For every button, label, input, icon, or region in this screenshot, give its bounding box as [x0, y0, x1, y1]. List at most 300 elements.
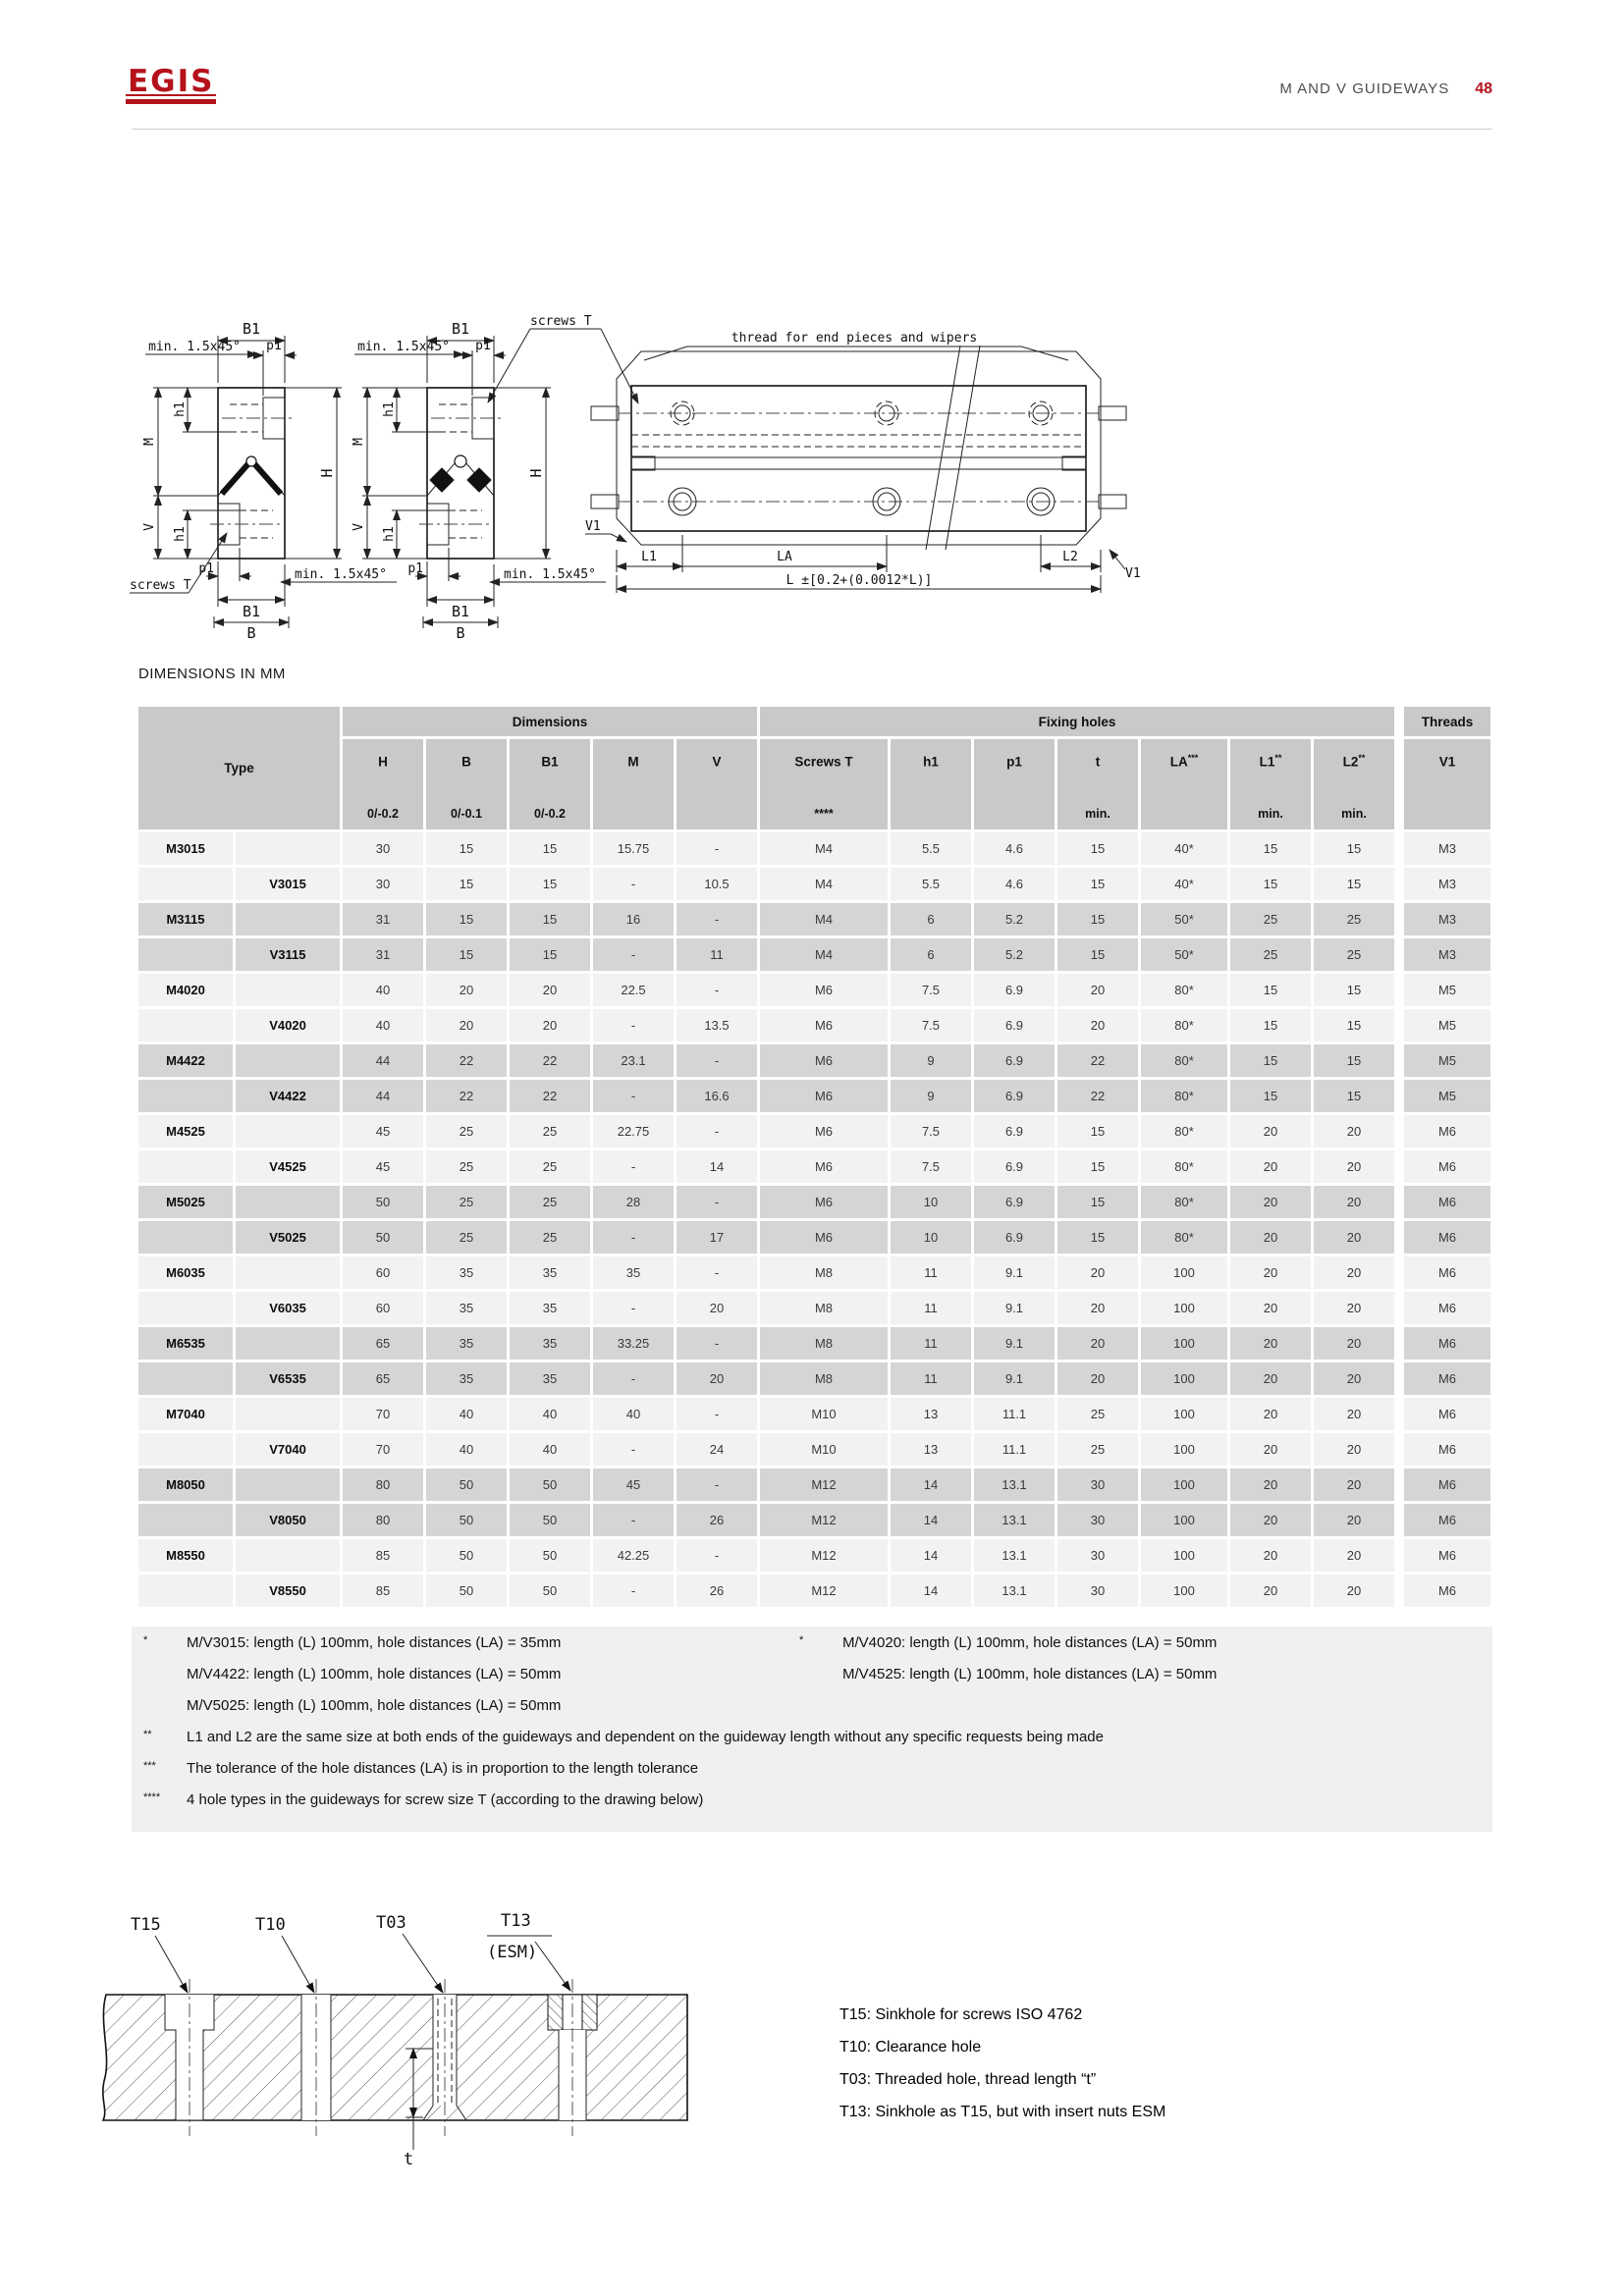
- value-cell: M12: [760, 1539, 888, 1572]
- type-cell-v: V6535: [236, 1362, 340, 1395]
- value-cell: 13.1: [974, 1575, 1055, 1607]
- value-cell: 20: [1057, 1009, 1138, 1041]
- value-cell: M3: [1404, 868, 1490, 900]
- value-cell: -: [677, 1398, 757, 1430]
- value-cell: 20: [1314, 1468, 1394, 1501]
- value-cell: M3: [1404, 938, 1490, 971]
- value-cell: 100: [1141, 1327, 1227, 1360]
- type-cell-m: M5025: [138, 1186, 233, 1218]
- value-cell: M6: [760, 1186, 888, 1218]
- value-cell: -: [593, 1504, 674, 1536]
- value-cell: 4.6: [974, 832, 1055, 865]
- value-cell: M10: [760, 1433, 888, 1466]
- value-cell: 20: [677, 1362, 757, 1395]
- value-cell: 45: [593, 1468, 674, 1501]
- value-cell: M6: [1404, 1575, 1490, 1607]
- egis-logo-bar: [126, 99, 216, 104]
- dim-label-t: t: [403, 2150, 414, 2169]
- value-cell: 13.1: [974, 1539, 1055, 1572]
- value-cell: 11: [891, 1292, 971, 1324]
- type-cell-m: M3115: [138, 903, 233, 935]
- value-cell: 9.1: [974, 1327, 1055, 1360]
- page-header: [128, 61, 1492, 120]
- value-cell: 20: [677, 1292, 757, 1324]
- value-cell: 35: [426, 1327, 507, 1360]
- value-cell: 10: [891, 1186, 971, 1218]
- value-cell: M6: [1404, 1186, 1490, 1218]
- dim-label-h: H: [318, 468, 336, 478]
- value-cell: -: [677, 1539, 757, 1572]
- v-profile-section: [352, 314, 638, 642]
- value-cell: M12: [760, 1504, 888, 1536]
- value-cell: 6: [891, 938, 971, 971]
- type-cell-v: [236, 832, 340, 865]
- guideway-plan-view: [591, 331, 1141, 593]
- hole-label-t13: T13: [501, 1911, 531, 1931]
- value-cell: -: [593, 1575, 674, 1607]
- type-cell-v: [236, 1468, 340, 1501]
- value-cell: 20: [1230, 1433, 1311, 1466]
- value-cell: M3: [1404, 903, 1490, 935]
- value-cell: 15: [1314, 1009, 1394, 1041]
- value-cell: 85: [343, 1575, 423, 1607]
- value-cell: M6: [1404, 1256, 1490, 1289]
- value-cell: 25: [1314, 903, 1394, 935]
- value-cell: 6.9: [974, 1009, 1055, 1041]
- value-cell: 11: [891, 1362, 971, 1395]
- value-cell: 20: [1230, 1327, 1311, 1360]
- value-cell: 15: [510, 903, 590, 935]
- value-cell: 10.5: [677, 868, 757, 900]
- dim-label-b1: B1: [451, 603, 470, 620]
- value-cell: 30: [343, 832, 423, 865]
- value-cell: 31: [343, 903, 423, 935]
- value-cell: -: [593, 1433, 674, 1466]
- v1-label: V1: [585, 519, 601, 534]
- type-cell-v: [236, 974, 340, 1006]
- dim-label-h1: h1: [173, 526, 188, 542]
- type-cell-v: V6035: [236, 1292, 340, 1324]
- value-cell: M6: [1404, 1433, 1490, 1466]
- hole-label-esm: (ESM): [487, 1943, 538, 1962]
- column-header-t: t min.: [1057, 739, 1138, 829]
- value-cell: 35: [510, 1256, 590, 1289]
- value-cell: 11: [677, 938, 757, 971]
- dim-label-h1: h1: [382, 526, 397, 542]
- value-cell: 20: [1230, 1221, 1311, 1254]
- value-cell: 6.9: [974, 1221, 1055, 1254]
- value-cell: M6: [760, 1221, 888, 1254]
- value-cell: 20: [1230, 1115, 1311, 1148]
- type-cell-v: V8550: [236, 1575, 340, 1607]
- dim-label-v: V: [142, 523, 157, 531]
- value-cell: M8: [760, 1327, 888, 1360]
- dimensions-table: [138, 707, 1490, 1607]
- value-cell: M12: [760, 1468, 888, 1501]
- type-cell-v: V4525: [236, 1150, 340, 1183]
- value-cell: M6: [1404, 1327, 1490, 1360]
- value-cell: M4: [760, 903, 888, 935]
- value-cell: 23.1: [593, 1044, 674, 1077]
- value-cell: 13: [891, 1433, 971, 1466]
- value-cell: 9.1: [974, 1292, 1055, 1324]
- type-cell-m: M6035: [138, 1256, 233, 1289]
- value-cell: 20: [1230, 1150, 1311, 1183]
- value-cell: 24: [677, 1433, 757, 1466]
- value-cell: M8: [760, 1256, 888, 1289]
- type-cell-v: [236, 1398, 340, 1430]
- value-cell: 6.9: [974, 1186, 1055, 1218]
- value-cell: 30: [343, 868, 423, 900]
- value-cell: M6: [760, 1080, 888, 1112]
- value-cell: M6: [760, 1150, 888, 1183]
- section-title: DIMENSIONS IN MM: [138, 666, 286, 682]
- value-cell: 20: [1314, 1115, 1394, 1148]
- value-cell: -: [677, 974, 757, 1006]
- type-cell-v: [236, 903, 340, 935]
- type-cell-v: [236, 1044, 340, 1077]
- type-cell-v: [236, 1186, 340, 1218]
- value-cell: M5: [1404, 974, 1490, 1006]
- column-header-m: M: [593, 739, 674, 829]
- value-cell: 14: [891, 1468, 971, 1501]
- column-header-la: LA***: [1141, 739, 1227, 829]
- dim-label-h: H: [527, 468, 545, 478]
- value-cell: 65: [343, 1362, 423, 1395]
- value-cell: 20: [1314, 1362, 1394, 1395]
- hole-type-description: T10: Clearance hole: [839, 2039, 982, 2056]
- value-cell: 15: [1314, 974, 1394, 1006]
- dim-label-la: LA: [777, 550, 792, 564]
- type-cell-v: V3015: [236, 868, 340, 900]
- footnote-line: **** 4 hole types in the guideways for screw size T (according to the drawing below): [143, 1791, 704, 1808]
- value-cell: 80: [343, 1468, 423, 1501]
- value-cell: 50: [426, 1504, 507, 1536]
- hole-type-descriptions: [839, 1999, 1165, 2128]
- value-cell: 35: [426, 1292, 507, 1324]
- value-cell: 42.25: [593, 1539, 674, 1572]
- value-cell: 14: [891, 1504, 971, 1536]
- column-header-l2: L2** min.: [1314, 739, 1394, 829]
- page-title: M AND V GUIDEWAYS: [1279, 80, 1450, 97]
- value-cell: 40: [426, 1433, 507, 1466]
- dim-label-l2: L2: [1062, 550, 1078, 564]
- value-cell: M8: [760, 1362, 888, 1395]
- footnote-marker: ****: [143, 1791, 161, 1803]
- value-cell: 35: [426, 1256, 507, 1289]
- value-cell: 20: [1314, 1398, 1394, 1430]
- value-cell: M6: [1404, 1150, 1490, 1183]
- value-cell: 60: [343, 1292, 423, 1324]
- dim-label-b1: B1: [242, 320, 261, 338]
- value-cell: 35: [593, 1256, 674, 1289]
- dim-label-l1: L1: [641, 550, 657, 564]
- value-cell: 40: [510, 1433, 590, 1466]
- value-cell: 14: [677, 1150, 757, 1183]
- dim-label-b1: B1: [242, 603, 261, 620]
- value-cell: 100: [1141, 1256, 1227, 1289]
- dim-label-p1: p1: [266, 339, 282, 353]
- value-cell: 20: [1314, 1256, 1394, 1289]
- hole-label-t15: T15: [131, 1915, 161, 1935]
- value-cell: -: [677, 1468, 757, 1501]
- value-cell: M6: [1404, 1468, 1490, 1501]
- value-cell: 20: [1314, 1221, 1394, 1254]
- value-cell: 15: [1057, 903, 1138, 935]
- value-cell: 50: [343, 1221, 423, 1254]
- chamfer-note: min. 1.5x45°: [504, 567, 596, 582]
- value-cell: 11: [891, 1256, 971, 1289]
- value-cell: -: [677, 832, 757, 865]
- column-header-h1: h1: [891, 739, 971, 829]
- type-cell-m: M3015: [138, 832, 233, 865]
- type-cell-v: [236, 1539, 340, 1572]
- value-cell: 20: [1314, 1433, 1394, 1466]
- value-cell: 15: [1230, 1009, 1311, 1041]
- dim-label-b: B: [456, 624, 465, 642]
- guideway-drawings: [88, 304, 1159, 643]
- type-cell-v: V7040: [236, 1433, 340, 1466]
- m-profile-section: [130, 320, 397, 642]
- value-cell: 9: [891, 1080, 971, 1112]
- type-cell-v: [236, 1256, 340, 1289]
- footnote-marker: ***: [143, 1760, 156, 1772]
- value-cell: -: [593, 868, 674, 900]
- value-cell: 22: [510, 1044, 590, 1077]
- value-cell: 70: [343, 1398, 423, 1430]
- footnote-line: * M/V3015: length (L) 100mm, hole distances (LA) = 35mm: [143, 1634, 562, 1651]
- value-cell: 50: [510, 1575, 590, 1607]
- column-header-l1: L1** min.: [1230, 739, 1311, 829]
- value-cell: 20: [510, 974, 590, 1006]
- value-cell: 35: [510, 1292, 590, 1324]
- dim-label-h1: h1: [173, 401, 188, 417]
- value-cell: 22: [1057, 1044, 1138, 1077]
- column-header-type: Type: [138, 707, 340, 829]
- value-cell: 6.9: [974, 1044, 1055, 1077]
- value-cell: 11: [891, 1327, 971, 1360]
- type-cell-m: M6535: [138, 1327, 233, 1360]
- column-header-v1: V1: [1404, 739, 1490, 829]
- value-cell: 100: [1141, 1362, 1227, 1395]
- value-cell: 7.5: [891, 974, 971, 1006]
- value-cell: 40*: [1141, 832, 1227, 865]
- value-cell: M5: [1404, 1044, 1490, 1077]
- type-cell-m: [138, 1575, 233, 1607]
- value-cell: 20: [1314, 1150, 1394, 1183]
- type-cell-m: [138, 1080, 233, 1112]
- value-cell: 44: [343, 1080, 423, 1112]
- hole-label-t10: T10: [255, 1915, 286, 1935]
- value-cell: -: [593, 1362, 674, 1395]
- dim-label-m: M: [352, 438, 366, 446]
- value-cell: -: [593, 1292, 674, 1324]
- value-cell: 30: [1057, 1539, 1138, 1572]
- value-cell: M6: [760, 1115, 888, 1148]
- type-cell-m: [138, 1150, 233, 1183]
- value-cell: 50: [426, 1539, 507, 1572]
- value-cell: 5.5: [891, 832, 971, 865]
- value-cell: 100: [1141, 1292, 1227, 1324]
- value-cell: 14: [891, 1539, 971, 1572]
- header-divider: [132, 129, 1492, 130]
- value-cell: 80*: [1141, 1080, 1227, 1112]
- value-cell: 13.1: [974, 1504, 1055, 1536]
- value-cell: 26: [677, 1575, 757, 1607]
- value-cell: 15: [1230, 1080, 1311, 1112]
- value-cell: 30: [1057, 1575, 1138, 1607]
- column-header-screws-t: Screws T ****: [760, 739, 888, 829]
- value-cell: 60: [343, 1256, 423, 1289]
- hole-type-description: T03: Threaded hole, thread length “t”: [839, 2071, 1097, 2088]
- value-cell: 33.25: [593, 1327, 674, 1360]
- value-cell: 15: [1230, 832, 1311, 865]
- type-cell-m: M4525: [138, 1115, 233, 1148]
- value-cell: 13.5: [677, 1009, 757, 1041]
- dim-label-l-formula: L ±[0.2+(0.0012*L)]: [785, 573, 933, 588]
- value-cell: 4.6: [974, 868, 1055, 900]
- group-header-threads: Threads: [1404, 707, 1490, 736]
- value-cell: 80*: [1141, 1115, 1227, 1148]
- value-cell: 7.5: [891, 1009, 971, 1041]
- value-cell: 40: [426, 1398, 507, 1430]
- value-cell: -: [677, 1115, 757, 1148]
- value-cell: -: [677, 903, 757, 935]
- value-cell: M6: [1404, 1539, 1490, 1572]
- value-cell: 20: [1314, 1575, 1394, 1607]
- value-cell: 11.1: [974, 1433, 1055, 1466]
- value-cell: M6: [1404, 1504, 1490, 1536]
- value-cell: -: [677, 1186, 757, 1218]
- value-cell: 20: [1057, 1292, 1138, 1324]
- dim-label-h1: h1: [382, 401, 397, 417]
- value-cell: 100: [1141, 1504, 1227, 1536]
- dim-label-v: V: [352, 523, 366, 531]
- dim-label-m: M: [142, 438, 157, 446]
- value-cell: 25: [426, 1221, 507, 1254]
- dim-label-b1: B1: [451, 320, 470, 338]
- value-cell: 22: [1057, 1080, 1138, 1112]
- footnote-marker: *: [143, 1634, 148, 1646]
- value-cell: M5: [1404, 1080, 1490, 1112]
- value-cell: 13: [891, 1398, 971, 1430]
- value-cell: 20: [426, 1009, 507, 1041]
- value-cell: 65: [343, 1327, 423, 1360]
- value-cell: 50: [510, 1539, 590, 1572]
- value-cell: 10: [891, 1221, 971, 1254]
- value-cell: 15: [1057, 1150, 1138, 1183]
- type-cell-m: M4422: [138, 1044, 233, 1077]
- value-cell: 15: [426, 868, 507, 900]
- value-cell: 50: [510, 1504, 590, 1536]
- value-cell: 50*: [1141, 903, 1227, 935]
- value-cell: 25: [510, 1150, 590, 1183]
- value-cell: 80*: [1141, 1221, 1227, 1254]
- value-cell: 20: [1057, 974, 1138, 1006]
- value-cell: 20: [1057, 1256, 1138, 1289]
- value-cell: 20: [1230, 1186, 1311, 1218]
- type-cell-m: [138, 1009, 233, 1041]
- value-cell: 5.2: [974, 903, 1055, 935]
- column-header-p1: p1: [974, 739, 1055, 829]
- dim-label-b: B: [246, 624, 256, 642]
- type-cell-m: [138, 868, 233, 900]
- column-header-b1: B1 0/-0.2: [510, 739, 590, 829]
- value-cell: 20: [1230, 1468, 1311, 1501]
- value-cell: M6: [1404, 1115, 1490, 1148]
- type-cell-m: M8550: [138, 1539, 233, 1572]
- value-cell: 20: [1314, 1504, 1394, 1536]
- value-cell: M3: [1404, 832, 1490, 865]
- value-cell: 11.1: [974, 1398, 1055, 1430]
- value-cell: 25: [426, 1186, 507, 1218]
- type-cell-m: [138, 1221, 233, 1254]
- value-cell: M6: [1404, 1362, 1490, 1395]
- value-cell: 50*: [1141, 938, 1227, 971]
- value-cell: 15: [1314, 868, 1394, 900]
- value-cell: 100: [1141, 1398, 1227, 1430]
- value-cell: M6: [760, 1009, 888, 1041]
- chamfer-note: min. 1.5x45°: [295, 567, 387, 582]
- thread-note: thread for end pieces and wipers: [731, 331, 978, 346]
- value-cell: 15: [1314, 832, 1394, 865]
- value-cell: 100: [1141, 1433, 1227, 1466]
- value-cell: 20: [1314, 1186, 1394, 1218]
- column-header-v: V: [677, 739, 757, 829]
- value-cell: 80*: [1141, 1150, 1227, 1183]
- type-cell-m: M4020: [138, 974, 233, 1006]
- value-cell: -: [593, 1221, 674, 1254]
- value-cell: 40: [510, 1398, 590, 1430]
- dim-label-p1: p1: [475, 339, 491, 353]
- value-cell: 9.1: [974, 1362, 1055, 1395]
- value-cell: 20: [1230, 1292, 1311, 1324]
- value-cell: 26: [677, 1504, 757, 1536]
- value-cell: 15: [426, 903, 507, 935]
- value-cell: 7.5: [891, 1115, 971, 1148]
- value-cell: 25: [510, 1221, 590, 1254]
- value-cell: 15: [1057, 1221, 1138, 1254]
- value-cell: 80: [343, 1504, 423, 1536]
- dim-label-p1: p1: [198, 561, 214, 576]
- type-cell-m: [138, 1504, 233, 1536]
- type-cell-v: V3115: [236, 938, 340, 971]
- page-number: 48: [1475, 80, 1492, 97]
- value-cell: 6.9: [974, 1115, 1055, 1148]
- type-cell-m: M8050: [138, 1468, 233, 1501]
- value-cell: 31: [343, 938, 423, 971]
- value-cell: 25: [426, 1115, 507, 1148]
- group-header-fixing-holes: Fixing holes: [760, 707, 1394, 736]
- value-cell: 20: [510, 1009, 590, 1041]
- value-cell: 15: [1057, 832, 1138, 865]
- value-cell: 30: [1057, 1468, 1138, 1501]
- value-cell: 20: [1314, 1292, 1394, 1324]
- value-cell: 35: [510, 1327, 590, 1360]
- value-cell: -: [593, 1009, 674, 1041]
- value-cell: 20: [1230, 1575, 1311, 1607]
- value-cell: 9.1: [974, 1256, 1055, 1289]
- hole-types-drawing: [93, 1904, 781, 2179]
- value-cell: 25: [1230, 903, 1311, 935]
- dim-label-p1: p1: [407, 561, 423, 576]
- value-cell: 15: [1057, 868, 1138, 900]
- value-cell: 80*: [1141, 1009, 1227, 1041]
- value-cell: 40: [593, 1398, 674, 1430]
- screws-t-label: screws T: [130, 578, 191, 593]
- value-cell: 22: [426, 1080, 507, 1112]
- value-cell: M6: [1404, 1398, 1490, 1430]
